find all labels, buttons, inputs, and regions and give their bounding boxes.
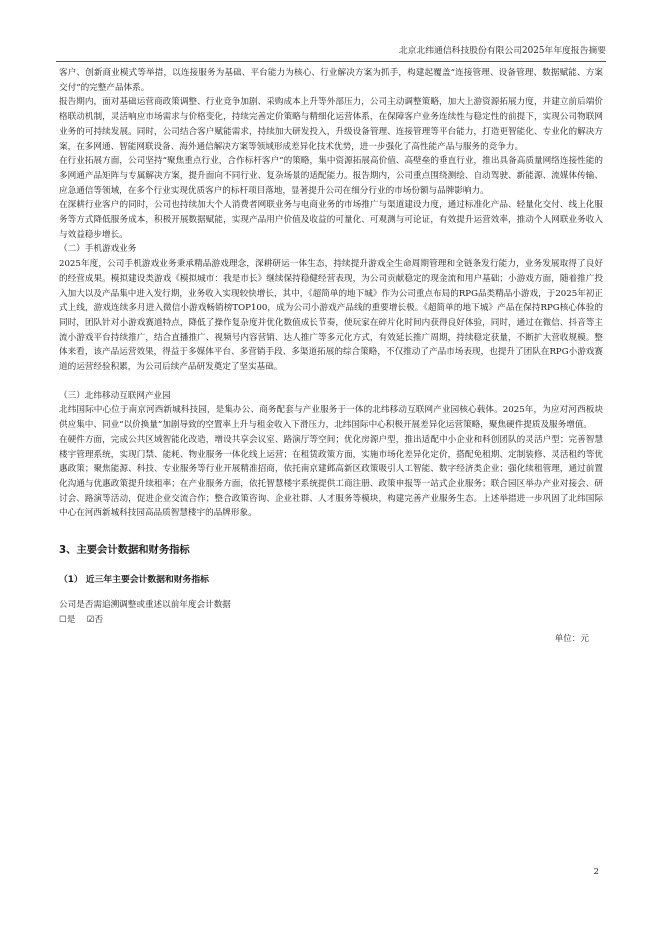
spacer	[59, 587, 603, 598]
unit-label: 单位：元	[554, 633, 589, 644]
restatement-question: 公司是否需追溯调整或重述以前年度会计数据	[59, 600, 231, 611]
option-no-checkbox: ☑否	[86, 614, 104, 625]
spacer	[59, 557, 603, 573]
option-yes-checkbox: ☐是	[59, 614, 76, 625]
heading-industrial-park: （三）北纬移动互联网产业园	[59, 390, 171, 401]
heading-mobile-games: （二）手机游戏业务	[59, 244, 137, 255]
paragraph-mobile-games: 2025年度，公司手机游戏业务秉承精品游戏理念，深耕研运一体生态，持续提升游戏全生命周期管理和全链条发行能力，业务发展取得了良好的经营成果。模拟建设类游戏《模拟城市：我是市长》继续保持稳健经营表现，为公司贡献稳定的现金流和用户基础；小游戏方面，随着推广投入加大以及产品集中进入发行期，业务收入实现较快增长，其中，《超简单的地下城》作为公司重点布局的RPG品类精品小游戏，于2025年初正式上线，游戏连续多月进入微信小游戏畅销榜TOP100，成为公司小游戏产品线的重要增长极。《超简单的地下城》产品在保持RPG核心体验的同时，团队针对小游戏赛道特点，降低了操作复杂度并优化数值成长节奏，使玩家在碎片化时间内获得良好体验，同时，通过在微信、抖音等主流小游戏平台持续推广，结合直播推广、视频号内容营销、达人推广等多元化方式，有效延长推广周期，持续稳定获量，不断扩大营收规模。整体来看，该产品运营效果，得益于多媒体平台、多营销手段、多渠道拓展的综合策略，不仅推动了产品市场表现，也提升了团队在RPG小游戏赛道的运营经验积累，为公司后续产品研发奠定了坚实基础。	[59, 259, 603, 373]
spacer	[59, 521, 603, 543]
report-body	[59, 66, 603, 646]
paragraph-consumer-business: 在深耕行业客户的同时，公司也持续加大个人消费者网联业务与电商业务的市场推广与渠道建设力度，通过标准化产品、轻量化交付、线上化服务等方式降低服务成本，积极开展数据赋能，实现产品用户价值及收益的可量化、可观测与可论证，有效提升运营效率，推动个人网联业务收入与效益稳步增长。	[59, 200, 603, 240]
paragraph-park-measures: 在硬件方面，完成公共区域智能化改造，增设共享会议室、路演厅等空间；优化房源户型，推出适配中小企业和科创团队的灵活户型；完善智慧楼宇管理系统，实现门禁、能耗、物业服务一体化线上运营；在租赁政策方面，实施市场化差异化定价，搭配免租期、定制装修、灵活租约等优惠政策；聚焦能源、科技、专业服务等行业开展精准招商，依托南京建邺高新区政策吸引人工智能、数字经济类企业；强化续租管理，通过前置化沟通与优惠政策提升续租率；在产业服务方面，依托智慧楼宇系统提供工商注册、政策申报等一站式企业服务；联合园区举办产业对接会、研讨会、路演等活动，促进企业交流合作；整合政策咨询、企业社群、人才服务等模块，构建完善产业服务生态。上述举措进一步巩固了北纬国际中心在河西新城科技园高品质智慧楼宇的品牌形象。	[59, 434, 603, 519]
spacer	[59, 375, 603, 389]
paragraph-iot-product-system: 客户、创新商业模式等举措，以连接服务为基础、平台能力为核心、行业解决方案为抓手，构建起覆盖“连接管理、设备管理、数据赋能、方案交付”的完整产品体系。	[59, 68, 603, 93]
page-number: 2	[593, 867, 599, 877]
paragraph-park-overview: 北纬国际中心位于南京河西新城科技园，是集办公、商务配套与产业服务于一体的北纬移动互联网产业园核心载体。2025年，为应对河西板块供应集中、同业“以价换量”加剧导致的空置率上升与租金收入下滑压力，北纬国际中心积极开展差异化运营策略，聚焦硬件提质及服务增值。	[59, 405, 603, 431]
paragraph-iot-operations: 报告期内，面对基础运营商政策调整、行业竞争加剧、采购成本上升等外部压力，公司主动调整策略，加大上游资源拓展力度，并建立前后端价格联动机制，灵活响应市场需求与价格变化，持续完善定价策略与精细化运营体系，在保障客户业务连续性与稳定性的前提下，实现公司物联网业务的可持续发展。同时，公司结合客户赋能需求，持续加大研发投入，升级设备管理、连接管理等平台能力，打造更智能化、专业化的解决方案，在多网通、智能网联设备、海外通信解决方案等领域形成差异化技术优势，进一步强化了高性能产品与服务的竞争力。	[59, 97, 603, 152]
subsection-title-three-year-data: （1） 近三年主要会计数据和财务指标	[59, 575, 209, 586]
paragraph-industry-expansion: 在行业拓展方面，公司坚持“聚焦重点行业，合作标杆客户”的策略，集中资源拓展高价值、高壁垒的垂直行业，推出具备高质量网络连接性能的多网通产品矩阵与专属解决方案，提升面向不同行业、复杂场景的适配能力。报告期内，公司重点围绕测绘、自动驾驶、新能源、流媒体传输、应急通信等领域，在多个行业实现优质客户的标杆项目落地，显著提升公司在细分行业的市场份额与品牌影响力。	[59, 156, 603, 196]
section-title-financial-data: 3、主要会计数据和财务指标	[59, 544, 190, 557]
restatement-options	[59, 613, 603, 628]
page-header: 北京北纬通信科技股份有限公司2025年年度报告摘要	[56, 44, 606, 62]
